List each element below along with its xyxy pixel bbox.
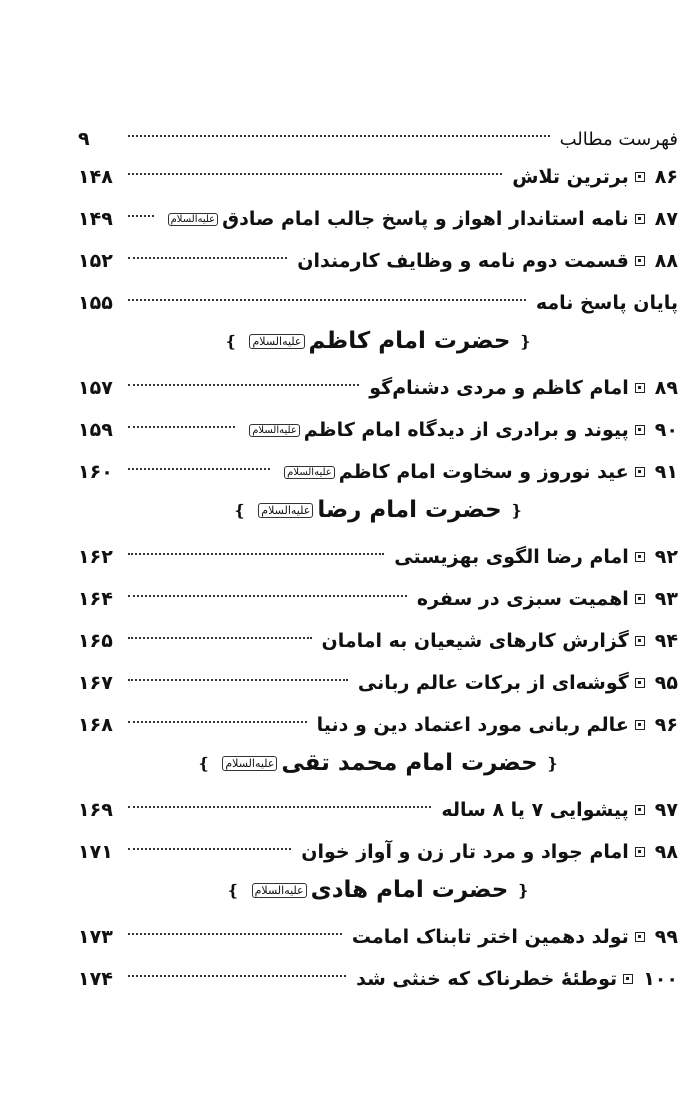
square-bullet-icon [635, 636, 645, 646]
ornament-icon: ❴ [545, 753, 560, 773]
page-number: ۱۴۹ [78, 208, 113, 230]
entry-title: اهمیت سبزی در سفره [416, 588, 629, 610]
page-number: ۱۶۵ [78, 630, 113, 652]
page-number: ۹ [78, 128, 90, 150]
page-number: ۱۶۷ [78, 672, 113, 694]
entry-number: ۹۷ [654, 799, 678, 821]
entry-number: ۹۱ [654, 461, 678, 483]
honorific-ligature: علیه‌السلام [168, 213, 219, 226]
entry-number: ۹۲ [654, 546, 678, 568]
square-bullet-icon [635, 805, 645, 815]
page-number: ۱۷۳ [78, 926, 113, 948]
ornament-icon: ❵ [224, 331, 238, 351]
toc-entry [78, 244, 678, 278]
square-bullet-icon [635, 256, 645, 266]
honorific-ligature: علیه‌السلام [249, 334, 304, 349]
entry-title: عالم ربانی مورد اعتماد دین و دنیا [316, 714, 629, 736]
toc-entry [78, 624, 678, 658]
entry-number: ۸۶ [654, 166, 678, 188]
square-bullet-icon [623, 974, 633, 984]
entry-number: ۹۹ [654, 926, 678, 948]
page-number: ۱۵۵ [78, 292, 113, 314]
ornament-icon: ❵ [196, 753, 211, 773]
entry-title: پایان پاسخ نامه [535, 292, 678, 314]
square-bullet-icon [635, 594, 645, 604]
entry-number: ۹۳ [654, 588, 678, 610]
page-number: ۱۵۷ [78, 377, 113, 399]
square-bullet-icon [635, 678, 645, 688]
honorific-ligature: علیه‌السلام [284, 466, 335, 479]
toc-entry [78, 371, 678, 405]
leader-dots [128, 805, 431, 808]
section-heading [78, 497, 678, 533]
leader-dots [128, 636, 312, 639]
square-bullet-icon [635, 467, 645, 477]
entry-title: امام جواد و مرد تار زن و آواز خوان [301, 841, 629, 863]
entry-title: گوشه‌ای از برکات عالم ربانی [357, 672, 629, 694]
toc-entry [78, 666, 678, 700]
honorific-ligature: علیه‌السلام [222, 756, 277, 771]
leader-dots [128, 594, 407, 597]
page-number: ۱۶۲ [78, 546, 113, 568]
entry-title: گزارش کارهای شیعیان به امامان [321, 630, 629, 652]
square-bullet-icon [635, 720, 645, 730]
entry-title: پیشوایی ۷ یا ۸ ساله [441, 799, 629, 821]
toc-entry [78, 122, 678, 156]
leader-dots [128, 256, 287, 259]
section-heading [78, 750, 678, 786]
entry-title: نامه استاندار اهواز و پاسخ جالب امام صادق [222, 208, 629, 230]
square-bullet-icon [635, 847, 645, 857]
square-bullet-icon [635, 383, 645, 393]
leader-dots [128, 974, 346, 977]
entry-number: ۹۶ [654, 714, 678, 736]
square-bullet-icon [635, 214, 645, 224]
section-title: حضرت امام هادی [310, 877, 509, 903]
leader-dots [128, 467, 270, 470]
leader-dots [128, 720, 307, 723]
toc-entry [78, 920, 678, 954]
square-bullet-icon [635, 172, 645, 182]
leader-dots [128, 425, 235, 428]
leader-dots [128, 932, 342, 935]
toc-entry [78, 962, 678, 996]
entry-title: امام کاظم و مردی دشنام‌گو [369, 377, 629, 399]
entry-number: ۹۰ [654, 419, 678, 441]
honorific-ligature: علیه‌السلام [252, 883, 307, 898]
entry-title: پیوند و برادری از دیدگاه امام کاظم [303, 419, 629, 441]
ornament-icon: ❴ [516, 880, 530, 900]
leader-dots [128, 552, 384, 555]
section-title: حضرت امام رضا [317, 497, 502, 523]
entry-number: ۹۸ [654, 841, 678, 863]
section-title: حضرت امام محمد تقی [281, 750, 538, 776]
leader-dots [128, 298, 526, 301]
toc-entry [78, 582, 678, 616]
honorific-ligature: علیه‌السلام [249, 424, 300, 437]
honorific-ligature: علیه‌السلام [258, 503, 313, 518]
toc-entry [78, 202, 678, 236]
ornament-icon: ❵ [232, 500, 247, 520]
square-bullet-icon [635, 425, 645, 435]
entry-number: ۸۸ [654, 250, 678, 272]
square-bullet-icon [635, 932, 645, 942]
leader-dots [128, 134, 550, 137]
leader-dots [128, 172, 502, 175]
entry-title: قسمت دوم نامه و وظایف کارمندان [297, 250, 629, 272]
page-number: ۱۶۹ [78, 799, 113, 821]
toc-entry [78, 793, 678, 827]
entry-title: تولد دهمین اختر تابناک امامت [351, 926, 629, 948]
leader-dots [128, 678, 348, 681]
entry-title: امام رضا الگوی بهزیستی [394, 546, 629, 568]
entry-title: عید نوروز و سخاوت امام کاظم [338, 461, 629, 483]
toc-entry [78, 835, 678, 869]
ornament-icon: ❴ [509, 500, 524, 520]
page-number: ۱۴۸ [78, 166, 113, 188]
entry-title: فهرست مطالب [559, 128, 678, 150]
toc-entry [78, 413, 678, 447]
page-number: ۱۷۱ [78, 841, 113, 863]
toc-entry [78, 286, 678, 320]
page-number: ۱۵۹ [78, 419, 113, 441]
toc-entry [78, 160, 678, 194]
toc-entry [78, 540, 678, 574]
page-number: ۱۶۰ [78, 461, 113, 483]
leader-dots [128, 847, 291, 850]
entry-title: توطئهٔ خطرناک که خنثی شد [356, 968, 618, 990]
section-heading [78, 328, 678, 364]
section-heading [78, 877, 678, 913]
square-bullet-icon [635, 552, 645, 562]
entry-number: ۱۰۰ [643, 968, 678, 990]
entry-number: ۸۹ [654, 377, 678, 399]
page-number: ۱۶۴ [78, 588, 113, 610]
page-number: ۱۵۲ [78, 250, 113, 272]
section-title: حضرت امام کاظم [308, 328, 511, 354]
toc-entry [78, 708, 678, 742]
entry-number: ۸۷ [654, 208, 678, 230]
entry-number: ۹۵ [654, 672, 678, 694]
entry-number: ۹۴ [654, 630, 678, 652]
leader-dots [128, 214, 154, 217]
ornament-icon: ❵ [226, 880, 240, 900]
ornament-icon: ❴ [518, 331, 532, 351]
leader-dots [128, 383, 359, 386]
page-number: ۱۶۸ [78, 714, 113, 736]
toc-entry [78, 455, 678, 489]
page-number: ۱۷۴ [78, 968, 113, 990]
entry-title: برترین تلاش [512, 166, 629, 188]
